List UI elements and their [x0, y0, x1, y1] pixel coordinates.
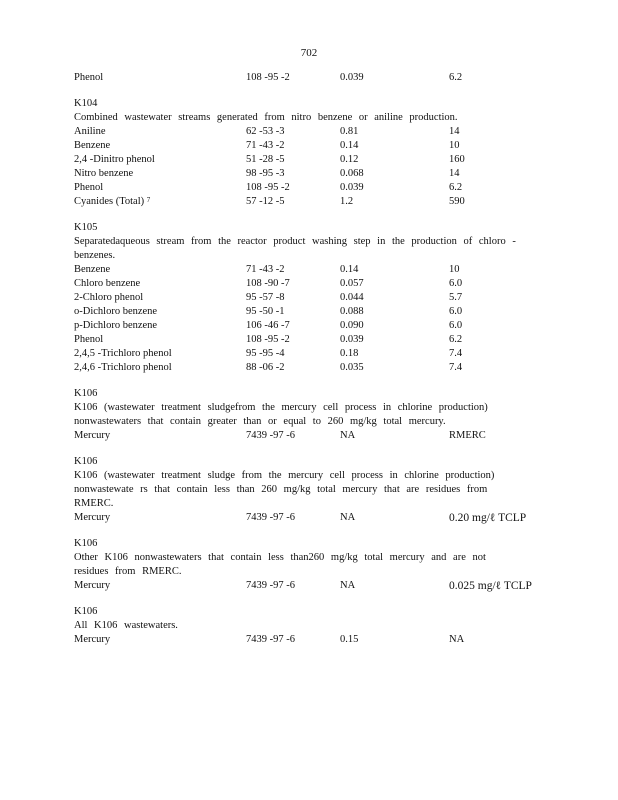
waste-code-k106: K106 — [74, 606, 98, 617]
cas-number: 108 -95 -2 — [246, 334, 290, 345]
footnote-marker: 7 — [146, 196, 151, 204]
wastewater-value: 0.15 — [340, 634, 359, 645]
wastewater-value: 0.035 — [340, 362, 364, 373]
cas-number: 51 -28 -5 — [246, 154, 285, 165]
waste-description: Other K106 nonwastewaters that contain less than260 mg/kg total mercury and are not residues from RMERC. — [74, 552, 486, 577]
constituent-name: 2-Chloro phenol — [74, 292, 144, 303]
cas-number: 108 -95 -2 — [246, 182, 290, 193]
constituent-name: Mercury — [74, 634, 111, 645]
cas-number: 7439 -97 -6 — [246, 512, 295, 523]
waste-table — [74, 71, 574, 647]
constituent-name: p-Dichloro benzene — [74, 320, 158, 331]
constituent-name: 2,4 -Dinitro phenol — [74, 154, 155, 165]
waste-code-k104: K104 — [74, 98, 98, 109]
table-row — [74, 579, 574, 593]
nonwastewater-value: 0.20 mg/ℓ TCLP — [449, 512, 527, 524]
table-row — [74, 181, 574, 195]
page-number: 702 — [300, 47, 318, 59]
table-row — [74, 153, 574, 167]
cas-number: 95 -57 -8 — [246, 292, 285, 303]
waste-description: Separatedaqueous stream from the reactor product washing step in the production of chloro - benzenes. — [74, 236, 516, 261]
cas-number: 7439 -97 -6 — [246, 580, 295, 591]
nonwastewater-value: 6.2 — [449, 72, 463, 83]
waste-description: K106 (wastewater treatment sludge from the mercury cell process in chlorine production) nonwastewate rs that contain less than 260 mg/kg total mercury that are residues from RMERC. — [74, 470, 495, 509]
nonwastewater-value: 7.4 — [449, 362, 463, 373]
constituent-name-text: Cyanides (Total) — [74, 196, 145, 207]
table-row — [74, 347, 574, 361]
waste-description: Combined wastewater streams generated from nitro benzene or aniline production. — [74, 112, 458, 123]
waste-code-k106: K106 — [74, 388, 98, 399]
cas-number: 88 -06 -2 — [246, 362, 285, 373]
wastewater-value: 0.068 — [340, 168, 364, 179]
waste-code-k105: K105 — [74, 222, 98, 233]
cas-number: 106 -46 -7 — [246, 320, 290, 331]
constituent-name: Chloro benzene — [74, 278, 141, 289]
wastewater-value: NA — [340, 512, 356, 523]
waste-description: K106 (wastewater treatment sludgefrom the mercury cell process in chlorine production) nonwastewaters that contain greater than or equal to 260 mg/kg total mercury. — [74, 402, 488, 427]
wastewater-value: 0.039 — [340, 182, 364, 193]
cas-number: 62 -53 -3 — [246, 126, 285, 137]
constituent-name: 2,4,6 -Trichloro phenol — [74, 362, 172, 373]
nonwastewater-value: 6.2 — [449, 334, 463, 345]
table-row — [74, 429, 574, 443]
nonwastewater-value: 14 — [449, 168, 460, 179]
wastewater-value: 0.18 — [340, 348, 359, 359]
table-row — [74, 305, 574, 319]
wastewater-value: 0.088 — [340, 306, 364, 317]
nonwastewater-value: 5.7 — [449, 292, 463, 303]
cas-number: 7439 -97 -6 — [246, 634, 295, 645]
wastewater-value: 0.14 — [340, 264, 359, 275]
table-row — [74, 277, 574, 291]
wastewater-value: 0.039 — [340, 334, 364, 345]
constituent-name: o-Dichloro benzene — [74, 306, 158, 317]
nonwastewater-value: 6.0 — [449, 278, 463, 289]
table-row — [74, 125, 574, 139]
table-row — [74, 361, 574, 375]
table-row — [74, 319, 574, 333]
table-row — [74, 263, 574, 277]
nonwastewater-value: NA — [449, 634, 465, 645]
cas-number: 95 -95 -4 — [246, 348, 285, 359]
wastewater-value: 1.2 — [340, 196, 354, 207]
nonwastewater-value: RMERC — [449, 430, 486, 441]
constituent-name — [74, 195, 150, 209]
cas-number: 71 -43 -2 — [246, 264, 285, 275]
constituent-name: Phenol — [74, 72, 104, 83]
constituent-name: Nitro benzene — [74, 168, 134, 179]
cas-number: 98 -95 -3 — [246, 168, 285, 179]
table-row — [74, 291, 574, 305]
wastewater-value: 0.090 — [340, 320, 364, 331]
wastewater-value: NA — [340, 430, 356, 441]
table-row — [74, 167, 574, 181]
cas-number: 71 -43 -2 — [246, 140, 285, 151]
cas-number: 108 -90 -7 — [246, 278, 290, 289]
cas-number: 108 -95 -2 — [246, 72, 290, 83]
nonwastewater-value: 14 — [449, 126, 460, 137]
cas-number: 7439 -97 -6 — [246, 430, 295, 441]
constituent-name: Mercury — [74, 580, 111, 591]
nonwastewater-value: 160 — [449, 154, 465, 165]
constituent-name: Phenol — [74, 334, 104, 345]
nonwastewater-value: 0.025 mg/ℓ TCLP — [449, 580, 532, 592]
wastewater-value: 0.057 — [340, 278, 364, 289]
wastewater-value: 0.039 — [340, 72, 364, 83]
nonwastewater-value: 6.0 — [449, 306, 463, 317]
cas-number: 95 -50 -1 — [246, 306, 285, 317]
constituent-name: Mercury — [74, 430, 111, 441]
cas-number: 57 -12 -5 — [246, 196, 285, 207]
constituent-name: 2,4,5 -Trichloro phenol — [74, 348, 172, 359]
table-row — [74, 511, 574, 525]
waste-code-k106: K106 — [74, 538, 98, 549]
nonwastewater-value: 6.0 — [449, 320, 463, 331]
constituent-name: Mercury — [74, 512, 111, 523]
nonwastewater-value: 7.4 — [449, 348, 463, 359]
wastewater-value: NA — [340, 580, 356, 591]
table-row — [74, 333, 574, 347]
constituent-name: Benzene — [74, 140, 111, 151]
nonwastewater-value: 590 — [449, 196, 465, 207]
table-row — [74, 633, 574, 647]
nonwastewater-value: 6.2 — [449, 182, 463, 193]
wastewater-value: 0.81 — [340, 126, 359, 137]
table-row — [74, 71, 574, 85]
constituent-name: Aniline — [74, 126, 106, 137]
nonwastewater-value: 10 — [449, 264, 460, 275]
nonwastewater-value: 10 — [449, 140, 460, 151]
table-row — [74, 195, 574, 209]
wastewater-value: 0.14 — [340, 140, 359, 151]
waste-description: All K106 wastewaters. — [74, 620, 178, 631]
wastewater-value: 0.12 — [340, 154, 359, 165]
waste-code-k106: K106 — [74, 456, 98, 467]
table-row — [74, 139, 574, 153]
constituent-name: Benzene — [74, 264, 111, 275]
constituent-name: Phenol — [74, 182, 104, 193]
wastewater-value: 0.044 — [340, 292, 364, 303]
